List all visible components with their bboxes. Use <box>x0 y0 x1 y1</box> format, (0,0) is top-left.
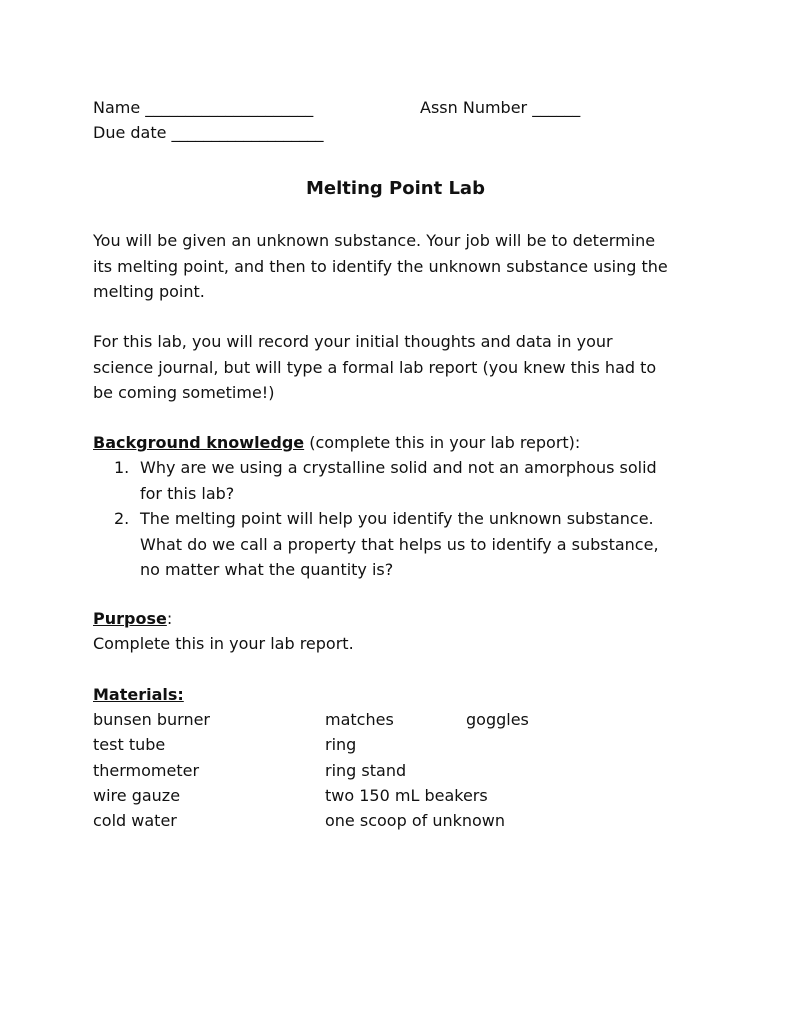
materials-column-3 <box>466 707 529 732</box>
purpose-text: Complete this in your lab report. <box>93 634 354 653</box>
material-item: two 150 mL beakers <box>325 785 488 805</box>
intro-paragraph <box>93 228 713 305</box>
intro-line: melting point. <box>93 282 205 301</box>
purpose-colon: : <box>166 609 173 628</box>
question-line: no matter what the quantity is? <box>140 560 394 579</box>
material-item: test tube <box>93 735 166 755</box>
report-note-line: For this lab, you will record your initial thoughts and data in your <box>93 332 613 351</box>
question-number: 2. <box>114 509 130 528</box>
due-date-line: Due date ___________________ <box>93 123 324 142</box>
page-title: Melting Point Lab <box>306 178 485 199</box>
materials-column-1 <box>93 707 210 833</box>
material-item: matches <box>325 710 394 729</box>
purpose-heading-line <box>93 606 172 631</box>
background-heading: Background knowledge <box>93 433 305 452</box>
question-line: What do we call a property that helps us to identify a substance, <box>140 534 659 554</box>
report-note-paragraph <box>93 329 713 406</box>
question-line: for this lab? <box>140 483 235 503</box>
material-item: wire gauze <box>93 785 181 805</box>
material-item: cold water <box>93 811 177 831</box>
question-number: 1. <box>114 458 130 477</box>
name-field-line: Name _____________________ <box>93 98 314 117</box>
background-heading-suffix: (complete this in your lab report): <box>304 433 581 452</box>
material-item: one scoop of unknown <box>325 811 506 831</box>
purpose-heading: Purpose <box>93 609 167 628</box>
intro-line: You will be given an unknown substance. Your job will be to determine <box>93 231 656 250</box>
material-item: ring <box>325 735 357 755</box>
intro-line: its melting point, and then to identify the unknown substance using the <box>93 256 668 276</box>
material-item: bunsen burner <box>93 710 210 729</box>
material-item: ring stand <box>325 760 407 780</box>
material-item: thermometer <box>93 760 200 780</box>
report-note-line: science journal, but will type a formal lab report (you knew this had to <box>93 357 657 377</box>
report-note-line: be coming sometime!) <box>93 383 275 402</box>
assignment-number-line: Assn Number ______ <box>420 98 581 117</box>
question-line: Why are we using a crystalline solid and not an amorphous solid <box>140 458 657 477</box>
background-heading-line <box>93 430 580 455</box>
material-item: goggles <box>466 710 529 729</box>
materials-heading: Materials: <box>93 685 184 704</box>
question-line: The melting point will help you identify the unknown substance. <box>140 509 654 528</box>
